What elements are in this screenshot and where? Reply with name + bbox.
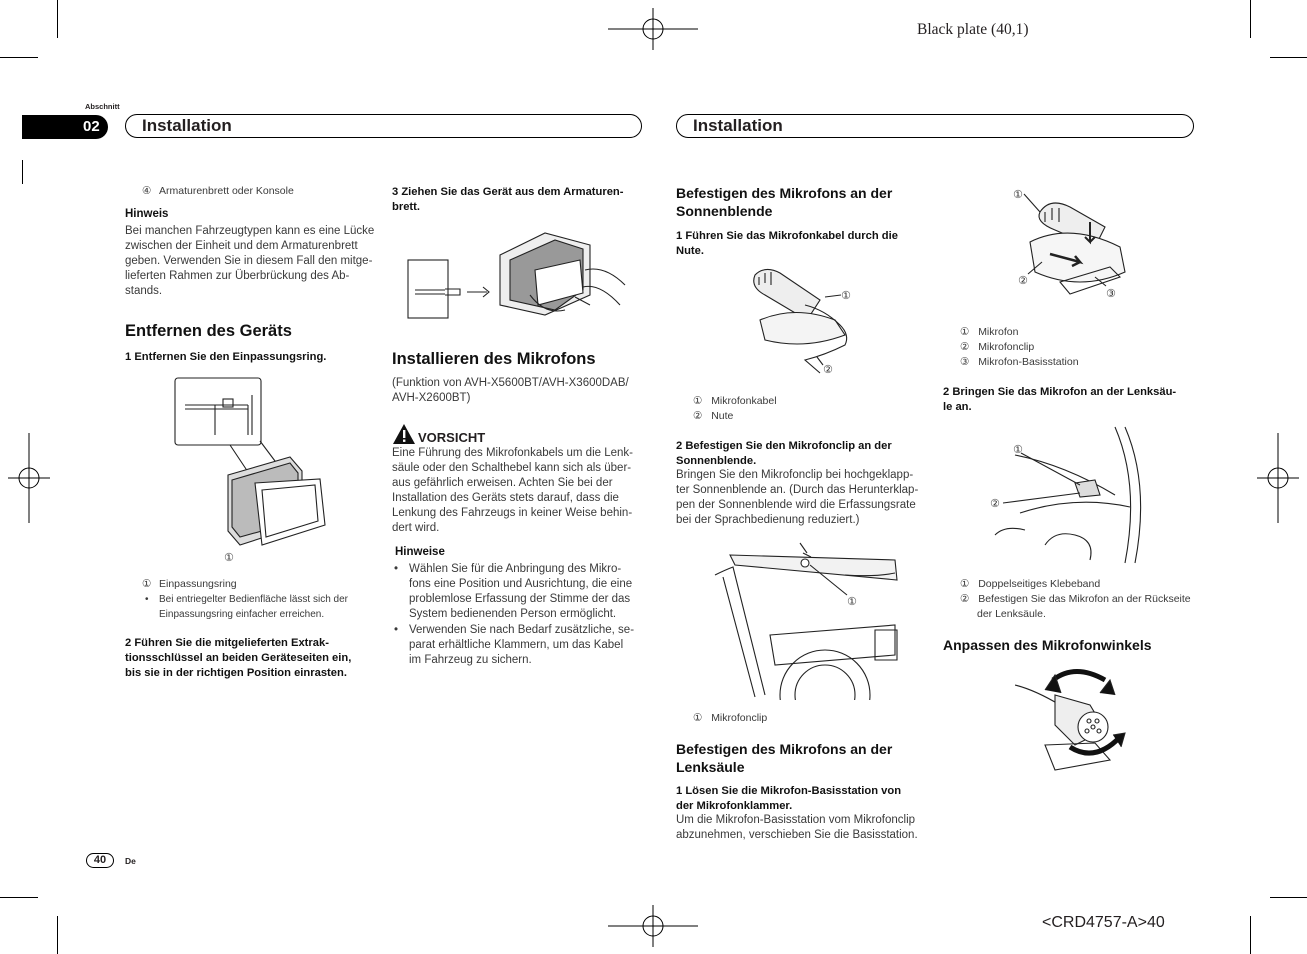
bullet-text [159, 592, 348, 622]
text-line: Sonnenblende. [676, 455, 757, 467]
legend-text: Mikrofon-Basisstation [978, 356, 1079, 368]
bullet-mark: • [394, 563, 399, 575]
note-item [409, 623, 634, 668]
text-line: pen der Sonnenblende wird die Erfassungsrate [676, 499, 916, 511]
bullet-mark: • [394, 624, 399, 636]
legend-text: der Lenksäule. [977, 608, 1046, 620]
step-heading [943, 385, 1176, 415]
legend-number: ① [142, 578, 152, 590]
text-line: aus gefährlich erweisen. Achten Sie bei der [392, 477, 613, 489]
figure-callout: ① [841, 290, 851, 302]
step-heading [676, 784, 901, 814]
legend-text: Einpassungsring [159, 578, 237, 590]
legend-item [960, 340, 1079, 355]
text-line: Installation des Geräts stets darauf, dass die [392, 492, 619, 504]
section-tab [22, 115, 108, 139]
language-code: De [125, 856, 136, 866]
text-line: bei der Sprachbedienung reduziert.) [676, 514, 860, 526]
legend-text: Mikrofonclip [711, 712, 768, 724]
text-line: zwischen der Einheit und dem Armaturenbrett [125, 240, 358, 252]
text-line: le an. [943, 401, 972, 413]
text-line: im Fahrzeug zu sichern. [409, 654, 532, 666]
text-line: geben. Verwenden Sie in diesem Fall den mitge- [125, 255, 373, 267]
text-line: fons eine Position und Ausrichtung, die eine [409, 578, 633, 590]
legend-number: ② [960, 593, 970, 605]
legend-number: ④ [142, 185, 152, 197]
text-line: stands. [125, 285, 163, 297]
figure-callout: ① [1013, 444, 1023, 456]
legend-text: Doppelseitiges Klebeband [978, 578, 1101, 590]
step-heading [125, 636, 351, 681]
text-line: bis sie in der richtigen Position einrasten. [125, 667, 347, 679]
legend-item [693, 711, 767, 726]
warning-icon [392, 423, 416, 445]
steering-column-illustration [985, 425, 1150, 565]
figure-callout: ② [1018, 275, 1028, 287]
notes-heading: Hinweise [395, 546, 445, 558]
figure-callout: ① [224, 552, 234, 564]
legend-item [693, 394, 777, 409]
section-heading: Anpassen des Mikrofonwinkels [943, 637, 1152, 653]
text-line: Wählen Sie für die Anbringung des Mikro- [409, 563, 622, 575]
figure-callout: ① [1013, 189, 1023, 201]
text-line: Lenksäule [676, 759, 745, 775]
legend-number: ① [960, 578, 970, 590]
text-line: lieferten Rahmen zur Überbrückung des Ab- [125, 270, 350, 282]
text-line: ter Sonnenblende an. (Durch das Herunterklap- [676, 484, 919, 496]
legend-number: ① [693, 712, 703, 724]
text-line: 1 Führen Sie das Mikrofonkabel durch die [676, 230, 898, 242]
text-line: abzunehmen, verschieben Sie die Basisstation. [676, 829, 918, 841]
text-line: Nute. [676, 245, 704, 257]
legend-number: ① [960, 326, 970, 338]
step-heading: 1 Entfernen Sie den Einpassungsring. [125, 351, 327, 363]
text-line: Eine Führung des Mikrofonkabels um die Lenk- [392, 447, 633, 459]
legend-text: Befestigen Sie das Mikrofon an der Rückseite [978, 593, 1191, 605]
header-title-right: Installation [693, 116, 783, 135]
plate-label: Black plate (40,1) [917, 21, 1029, 38]
caution-heading: VORSICHT [418, 430, 486, 445]
legend-item [960, 355, 1079, 370]
legend-item [693, 409, 777, 424]
note-heading: Hinweis [125, 208, 169, 220]
legend-number: ③ [960, 356, 970, 368]
step-heading [676, 439, 892, 469]
text-line: System bedienenden Person ermöglicht. [409, 608, 617, 620]
legend-text: Armaturenbrett oder Konsole [159, 185, 294, 197]
header-title-left: Installation [142, 116, 232, 135]
mic-angle-illustration [1015, 665, 1135, 780]
legend-number: ② [693, 410, 703, 422]
text-line: säule oder den Schalthebel kann sich als über- [392, 462, 632, 474]
text-line: parat erhältliche Klammern, um das Kabel [409, 639, 624, 651]
text-line: Um die Mikrofon-Basisstation vom Mikrofonclip [676, 814, 916, 826]
legend-item [960, 592, 1191, 607]
text-line: 3 Ziehen Sie das Gerät aus dem Armaturen- [392, 186, 624, 198]
text-line: Befestigen des Mikrofons an der [676, 741, 893, 757]
section-heading: Installieren des Mikrofons [392, 350, 596, 368]
text-line: Bei manchen Fahrzeugtypen kann es eine Lücke [125, 225, 375, 237]
step-heading [676, 229, 898, 259]
model-note [392, 376, 629, 406]
note-item [409, 562, 632, 622]
section-label: Abschnitt [85, 102, 120, 111]
figure-callout: ③ [1106, 288, 1116, 300]
legend-item [960, 325, 1079, 340]
legend-item [960, 577, 1191, 592]
text-line: der Mikrofonklammer. [676, 800, 793, 812]
caution-body [392, 446, 633, 536]
step-body [676, 813, 918, 843]
text-line: 2 Befestigen Sie den Mikrofonclip an der [676, 440, 892, 452]
text-line: Lenkung des Fahrzeugs in keiner Weise behin- [392, 507, 633, 519]
note-body [125, 224, 380, 299]
text-line: (Funktion von AVH-X5600BT/AVH-X3600DAB/ [392, 377, 629, 389]
legend-list [960, 577, 1191, 622]
mic-base-illustration [1010, 182, 1145, 307]
section-heading [676, 740, 892, 776]
legend-number: ② [960, 341, 970, 353]
trim-ring-illustration [170, 375, 335, 565]
text-line: Einpassungsring einfacher erreichen. [159, 609, 325, 620]
text-line: 2 Führen Sie die mitgelieferten Extrak- [125, 637, 329, 649]
text-line: Sonnenblende [676, 203, 773, 219]
text-line: Bei entriegelter Bedienfläche lässt sich der [159, 594, 348, 605]
text-line: Befestigen des Mikrofons an der [676, 185, 893, 201]
page-number: 40 [86, 853, 114, 868]
text-line: brett. [392, 201, 420, 213]
legend-text: Mikrofon [978, 326, 1019, 338]
text-line: Verwenden Sie nach Bedarf zusätzliche, se- [409, 624, 635, 636]
remove-unit-illustration [405, 225, 635, 325]
bullet-mark: • [145, 594, 149, 605]
figure-callout: ② [823, 364, 833, 376]
legend-number: ① [693, 395, 703, 407]
step-body [676, 468, 918, 528]
doc-code: <CRD4757-A>40 [1042, 914, 1165, 931]
text-line: AVH-X2600BT) [392, 392, 471, 404]
text-line: 1 Lösen Sie die Mikrofon-Basisstation von [676, 785, 902, 797]
text-line: dert wird. [392, 522, 440, 534]
step-heading [392, 185, 624, 215]
text-line: tionsschlüssel an beiden Geräteseiten ein, [125, 652, 352, 664]
text-line: problemlose Erfassung der Stimme der das [409, 593, 631, 605]
figure-callout: ① [847, 596, 857, 608]
legend-text: Mikrofonclip [978, 341, 1035, 353]
text-line: 2 Bringen Sie das Mikrofon an der Lenksäu- [943, 386, 1177, 398]
figure-callout: ② [990, 498, 1000, 510]
sun-visor-illustration [705, 535, 900, 700]
legend-text: Mikrofonkabel [711, 395, 777, 407]
text-line: Bringen Sie den Mikrofonclip bei hochgeklapp- [676, 469, 914, 481]
section-heading [676, 184, 892, 220]
legend-text: Nute [711, 410, 734, 422]
legend-list [693, 394, 777, 424]
mic-cable-groove-illustration [745, 265, 865, 380]
section-heading: Entfernen des Geräts [125, 322, 292, 340]
section-number: 02 [83, 118, 100, 135]
legend-list [960, 325, 1079, 370]
